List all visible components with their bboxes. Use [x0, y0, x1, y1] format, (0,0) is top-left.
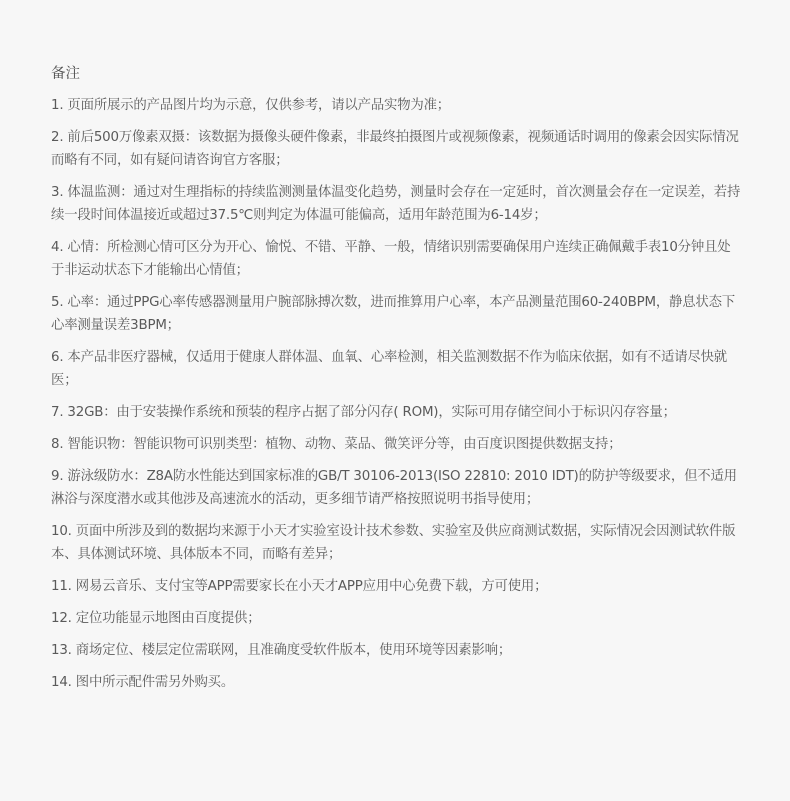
notes-list [51, 94, 743, 694]
note-item-3: 3. 体温监测：通过对生理指标的持续监测测量体温变化趋势，测量时会存在一定延时，首次测量会存在一定误差，若持续一段时间体温接近或超过37.5℃则判定为体温可能偏高，适用年龄范围为6-14岁； [51, 185, 741, 223]
note-item-6: 6. 本产品非医疗器械，仅适用于健康人群体温、血氧、心率检测，相关监测数据不作为临床依据，如有不适请尽快就医； [51, 350, 727, 388]
note-item-2: 2. 前后500万像素双摄：该数据为摄像头硬件像素，非最终拍摄图片或视频像素，视频通话时调用的像素会因实际情况而略有不同，如有疑问请咨询官方客服； [51, 130, 739, 168]
note-item-9: 9. 游泳级防水：Z8A防水性能达到国家标准的GB/T 30106-2013(ISO 22810: 2010 IDT)的防护等级要求，但不适用淋浴与深度潜水或其他涉及高速流水的活动，更多细节请严格按照说明书指导使用； [51, 469, 737, 507]
note-item-14: 14. 图中所示配件需另外购买。 [51, 675, 235, 690]
note-item-8: 8. 智能识物：智能识物可识别类型：植物、动物、菜品、微笑评分等，由百度识图提供数据支持； [51, 437, 622, 452]
note-item-12: 12. 定位功能显示地图由百度提供； [51, 611, 261, 626]
note-item-1: 1. 页面所展示的产品图片均为示意，仅供参考，请以产品实物为准； [51, 98, 450, 113]
notes-section [51, 62, 743, 703]
note-item-7: 7. 32GB：由于安装操作系统和预装的程序占据了部分闪存( ROM)，实际可用存储空间小于标识闪存容量； [51, 405, 676, 420]
note-item-13: 13. 商场定位、楼层定位需联网，且准确度受软件版本，使用环境等因素影响； [51, 643, 512, 658]
notes-title: 备注 [51, 66, 80, 82]
note-item-11: 11. 网易云音乐、支付宝等APP需要家长在小天才APP应用中心免费下载，方可使用； [51, 579, 548, 594]
note-item-5: 5. 心率：通过PPG心率传感器测量用户腕部脉搏次数，进而推算用户心率，本产品测量范围60-240BPM，静息状态下心率测量误差3BPM； [51, 295, 735, 333]
note-item-10: 10. 页面中所涉及到的数据均来源于小天才实验室设计技术参数、实验室及供应商测试数据，实际情况会因测试软件版本、具体测试环境、具体版本不同，而略有差异； [51, 524, 736, 562]
note-item-4: 4. 心情：所检测心情可区分为开心、愉悦、不错、平静、一般，情绪识别需要确保用户连续正确佩戴手表10分钟且处于非运动状态下才能输出心情值； [51, 240, 731, 278]
